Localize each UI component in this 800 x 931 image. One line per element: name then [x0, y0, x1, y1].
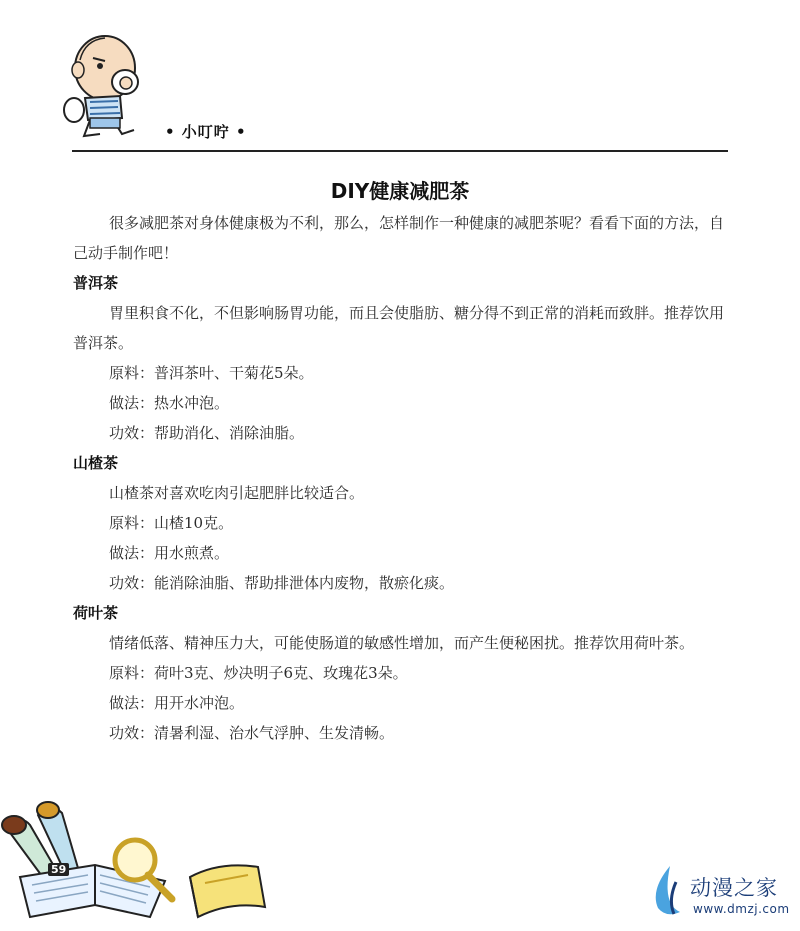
page-number: 59 [48, 863, 69, 876]
intro-paragraph: 很多减肥茶对身体健康极为不利，那么，怎样制作一种健康的减肥茶呢？看看下面的方法，自己动手制作吧！ [73, 214, 725, 262]
section-ingredients: 原料：荷叶3克、炒决明子6克、玫瑰花3朵。 [109, 664, 408, 682]
header-divider [72, 150, 728, 152]
section-heading: 普洱茶 [73, 274, 119, 292]
section-method: 做法：用开水冲泡。 [109, 694, 245, 712]
yellow-book-icon [190, 865, 265, 917]
mascot-illustration [60, 30, 160, 142]
section-description: 山楂茶对喜欢吃肉引起肥胖比较适合。 [109, 484, 365, 502]
header-label: • 小叮咛 • [165, 123, 247, 141]
section-heading: 荷叶茶 [73, 604, 119, 622]
article-body [73, 208, 729, 748]
section-description: 情绪低落、精神压力大，可能使肠道的敏感性增加，而产生便秘困扰。推荐饮用荷叶茶。 [109, 634, 695, 652]
section-hawthorn [73, 448, 729, 598]
article-title: DIY健康减肥茶 [330, 179, 470, 203]
book-decoration [0, 795, 270, 925]
watermark-name: 动漫之家 [690, 876, 778, 900]
section-description: 胃里积食不化，不但影响肠胃功能，而且会使脂肪、糖分得不到正常的消耗而致胖。推荐饮用普洱茶。 [73, 304, 725, 352]
section-lotus-leaf [73, 598, 729, 748]
section-method: 做法：用水煎煮。 [109, 544, 230, 562]
section-method: 做法：热水冲泡。 [109, 394, 230, 412]
section-ingredients: 原料：山楂10克。 [109, 514, 234, 532]
section-effect: 功效：帮助消化、消除油脂。 [109, 424, 305, 442]
section-ingredients: 原料：普洱茶叶、干菊花5朵。 [109, 364, 314, 382]
section-effect: 功效：能消除油脂、帮助排泄体内废物，散瘀化痰。 [109, 574, 455, 592]
section-heading: 山楂茶 [73, 454, 119, 472]
watermark-url: www.dmzj.com [693, 902, 790, 916]
section-puer [73, 268, 729, 448]
section-effect: 功效：清暑利湿、治水气浮肿、生发清畅。 [109, 724, 395, 742]
